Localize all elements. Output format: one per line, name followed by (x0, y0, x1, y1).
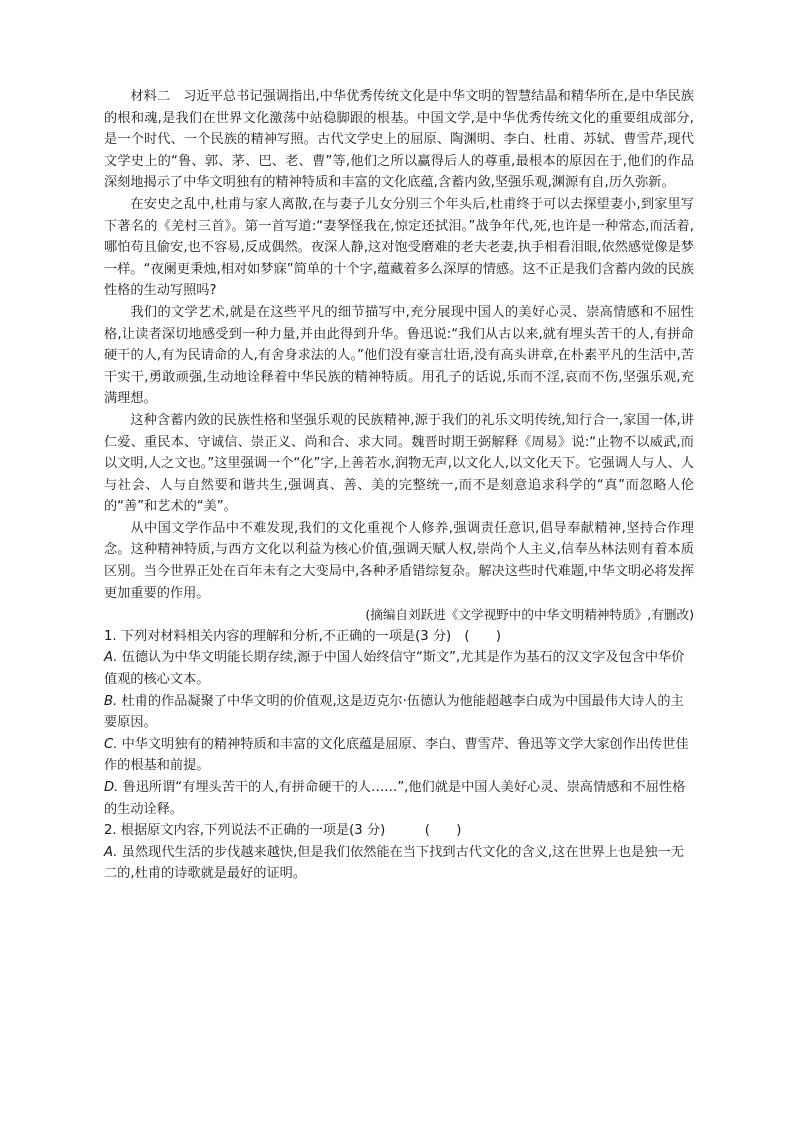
question-1-option-c (104, 734, 694, 777)
option-letter: A. (104, 844, 118, 860)
question-2-stem: 2. 根据原文内容,下列说法不正确的一项是(3 分) ( ) (104, 823, 462, 839)
question-2-option-a (104, 842, 694, 885)
question-1-stem: 1. 下列对材料相关内容的理解和分析,不正确的一项是(3 分) ( ) (104, 628, 502, 644)
question-1-option-d (104, 777, 694, 820)
passage-paragraph-1: 材料二 习近平总书记强调指出,中华优秀传统文化是中华文明的智慧结晶和精华所在,是中华民族的根和魂,是我们在世界文化激荡中站稳脚跟的根基。中国文学,是中华优秀传统文化的重要组成部分,是一个时代、一个民族的精神写照。古代文学史上的屈原、陶渊明、李白、杜甫、苏轼、曹雪芹,现代文学史上的“鲁、郭、茅、巴、老、曹”等,他们之所以赢得后人的尊重,最根本的原因在于,他们的作品深刻地揭示了中华文明独有的精神特质和丰富的文化底蕴,含蓄内敛,坚强乐观,渊源有自,历久弥新。 (104, 89, 694, 191)
option-text: 虽然现代生活的步伐越来越快,但是我们依然能在当下找到古代文化的含义,这在世界上也是独一无二的,杜甫的诗歌就是最好的证明。 (104, 844, 684, 882)
option-letter: B. (104, 693, 118, 709)
passage-source: (摘编自刘跃进《文学视野中的中华文明精神特质》,有删改) (365, 607, 694, 623)
passage-paragraph-4: 这种含蓄内敛的民族性格和坚强乐观的民族精神,源于我们的礼乐文明传统,知行合一,家国一体,讲仁爱、重民本、守诚信、崇正义、尚和合、求大同。魏晋时期王弼解释《周易》说:“止物不以威武,而以文明,人之文也。”这里强调一个“化”字,上善若水,润物无声,以文化人,以文化天下。它强调人与人、人与社会、人与自然要和谐共生,强调真、善、美的完整统一,而不是刻意追求科学的“真”而忽略人伦的“善”和艺术的“美”。 (104, 412, 694, 515)
exam-page (104, 86, 694, 885)
option-letter: C. (104, 736, 118, 752)
option-text: 中华文明独有的精神特质和丰富的文化底蕴是屈原、李白、曹雪芹、鲁迅等文学大家创作出传世佳作的根基和前提。 (104, 736, 689, 774)
option-letter: A. (104, 650, 118, 666)
option-letter: D. (104, 780, 119, 795)
passage-paragraph-3: 我们的文学艺术,就是在这些平凡的细节描写中,充分展现中国人的美好心灵、崇高情感和不屈性格,让读者深切地感受到一种力量,并由此得到升华。鲁迅说:“我们从古以来,就有埋头苦干的人,有拼命硬干的人,有为民请命的人,有舍身求法的人。”他们没有豪言壮语,没有高头讲章,在朴素平凡的生活中,苦干实干,勇敢顽强,生动地诠释着中华民族的精神特质。用孔子的话说,乐而不淫,哀而不伤,坚强乐观,充满理想。 (104, 304, 694, 407)
passage-paragraph-2: 在安史之乱中,杜甫与家人离散,在与妻子儿女分别三个年头后,杜甫终于可以去探望妻小,到家里写下著名的《羌村三首》。第一首写道:“妻孥怪我在,惊定还拭泪。”战争年代,死,也许是一种常态,而活着,哪怕苟且偷安,也不容易,反成偶然。夜深人静,这对饱受磨难的老夫老妻,执手相看泪眼,依然感觉像是梦一样。“夜阑更秉烛,相对如梦寐”简单的十个字,蕴藏着多么深厚的情感。这不正是我们含蓄内敛的民族性格的生动写照吗? (104, 196, 694, 299)
question-1-option-b (104, 691, 694, 734)
question-1-option-a (104, 647, 694, 690)
option-text: 鲁迅所谓“有埋头苦干的人,有拼命硬干的人……”,他们就是中国人美好心灵、崇高情感和不屈性格的生动诠释。 (104, 780, 686, 817)
option-text: 杜甫的作品凝聚了中华文明的价值观,这是迈克尔·伍德认为他能超越李白成为中国最伟大诗人的主要原因。 (104, 693, 684, 731)
option-text: 伍德认为中华文明能长期存续,源于中国人始终信守“斯文”,尤其是作为基石的汉文字及包含中华价值观的核心文本。 (104, 650, 685, 688)
passage-paragraph-5: 从中国文学作品中不难发现,我们的文化重视个人修养,强调责任意识,倡导奉献精神,坚持合作理念。这种精神特质,与西方文化以利益为核心价值,强调天赋人权,崇尚个人主义,信奉丛林法则有着本质区别。当今世界正处在百年未有之大变局中,各种矛盾错综复杂。解决这些时代难题,中华文明必将发挥更加重要的作用。 (104, 520, 694, 601)
